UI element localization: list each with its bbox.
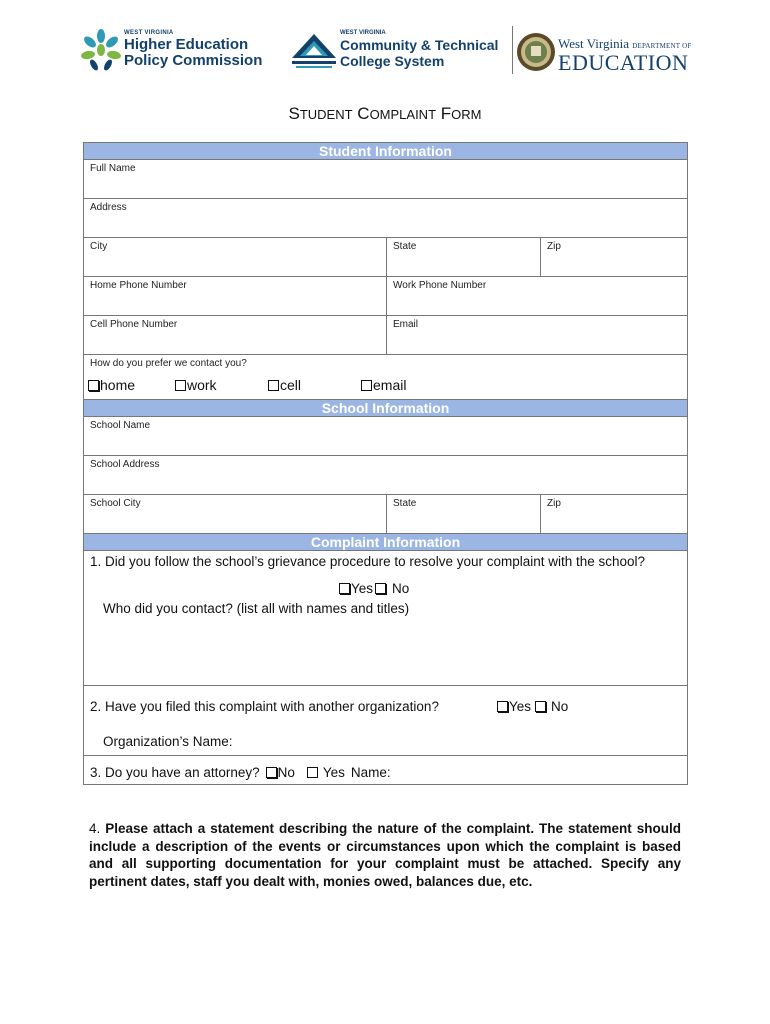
email-field[interactable] bbox=[386, 316, 687, 354]
complaint-info-header: Complaint Information bbox=[83, 533, 688, 551]
ctc-logo-line2: College System bbox=[340, 53, 445, 69]
contact-pref-row bbox=[83, 355, 688, 399]
contact-pref-cell bbox=[84, 355, 687, 399]
cell-phone-field[interactable] bbox=[84, 316, 386, 354]
home-phone-field[interactable] bbox=[84, 277, 386, 315]
checkbox-icon[interactable] bbox=[88, 380, 99, 391]
question-3 bbox=[90, 765, 391, 780]
zip-field[interactable] bbox=[540, 238, 687, 276]
divider bbox=[84, 685, 687, 686]
home-phone-label: Home Phone Number bbox=[90, 280, 187, 291]
question-1-contact: Who did you contact? (list all with names and titles) bbox=[103, 601, 410, 616]
school-address-label: School Address bbox=[90, 459, 160, 470]
ctc-logo bbox=[290, 26, 510, 76]
hepc-logo-small: WEST VIRGINIA bbox=[124, 30, 174, 36]
q3-label: 3. Do you have an attorney? bbox=[90, 765, 260, 780]
city-state-zip-row bbox=[83, 238, 688, 277]
state-label: State bbox=[393, 241, 417, 252]
school-city-field[interactable] bbox=[84, 495, 386, 533]
email-label: Email bbox=[393, 319, 419, 330]
q3-no-label: No bbox=[277, 765, 295, 780]
question-2: 2. Have you filed this complaint with another organization? bbox=[90, 699, 439, 714]
complaint-section bbox=[83, 551, 688, 785]
statement-instructions bbox=[89, 820, 681, 890]
state-field[interactable] bbox=[386, 238, 540, 276]
full-name-row bbox=[83, 160, 688, 199]
q3-yes-label: Yes bbox=[322, 765, 345, 780]
school-zip-label: Zip bbox=[547, 498, 561, 509]
question-2-options bbox=[497, 699, 568, 714]
wvde-logo-dept: DEPARTMENT OF bbox=[632, 42, 692, 50]
q1-no-checkbox-icon[interactable] bbox=[375, 583, 386, 594]
school-info-header: School Information bbox=[83, 399, 688, 417]
question-1-options bbox=[339, 581, 409, 596]
city-field[interactable] bbox=[84, 238, 386, 276]
divider bbox=[84, 755, 687, 756]
contact-option-home[interactable]: home bbox=[88, 377, 135, 393]
cell-email-row bbox=[83, 316, 688, 355]
address-label: Address bbox=[90, 202, 127, 213]
student-info-header: Student Information bbox=[83, 142, 688, 160]
q2-no-label: No bbox=[551, 699, 569, 714]
checkbox-icon[interactable] bbox=[268, 380, 279, 391]
school-name-row bbox=[83, 417, 688, 456]
hepc-logo bbox=[80, 26, 265, 76]
statement-text: Please attach a statement describing the nature of the complaint. The statement should include a description of the events or circumstances upon which the complaint is based and all supporting documentation for your complaint must be attached. Specify any pertinent dates, staff you dealt with, monies owed, balances due, etc. bbox=[89, 821, 681, 889]
q1-yes-checkbox-icon[interactable] bbox=[339, 583, 350, 594]
hepc-logo-line1: Higher Education bbox=[124, 36, 249, 53]
ctc-logo-line1: Community & Technical bbox=[340, 37, 499, 53]
school-city-label: School City bbox=[90, 498, 141, 509]
question-2-org: Organization’s Name: bbox=[103, 734, 233, 749]
school-name-field[interactable] bbox=[84, 417, 687, 455]
work-phone-label: Work Phone Number bbox=[393, 280, 487, 291]
ctc-mountain-icon bbox=[290, 32, 338, 70]
q3-yes-checkbox-icon[interactable] bbox=[307, 767, 318, 778]
school-name-label: School Name bbox=[90, 420, 151, 431]
contact-option-email[interactable]: email bbox=[361, 377, 406, 393]
checkbox-icon[interactable] bbox=[175, 380, 186, 391]
q3-no-checkbox-icon[interactable] bbox=[266, 767, 277, 778]
hepc-logo-line2: Policy Commission bbox=[124, 52, 263, 69]
complaint-form bbox=[83, 142, 688, 785]
school-zip-field[interactable] bbox=[540, 495, 687, 533]
state-seal-icon bbox=[516, 32, 556, 72]
full-name-field[interactable] bbox=[84, 160, 687, 198]
school-address-row bbox=[83, 456, 688, 495]
school-city-state-zip-row bbox=[83, 495, 688, 533]
question-1: 1. Did you follow the school’s grievance procedure to resolve your complaint with the school? bbox=[90, 554, 646, 569]
school-address-field[interactable] bbox=[84, 456, 687, 494]
work-phone-field[interactable] bbox=[386, 277, 687, 315]
address-field[interactable] bbox=[84, 199, 687, 237]
wvde-logo bbox=[516, 32, 696, 78]
contact-option-work[interactable]: work bbox=[175, 377, 217, 393]
contact-option-cell[interactable]: cell bbox=[268, 377, 301, 393]
wvde-logo-state: West Virginia bbox=[558, 36, 629, 51]
address-row bbox=[83, 199, 688, 238]
logo-divider bbox=[512, 26, 513, 74]
zip-label: Zip bbox=[547, 241, 561, 252]
q2-no-checkbox-icon[interactable] bbox=[535, 701, 546, 712]
school-state-label: State bbox=[393, 498, 417, 509]
wvde-logo-line2: EDUCATION bbox=[558, 50, 689, 75]
full-name-label: Full Name bbox=[90, 163, 136, 174]
checkbox-icon[interactable] bbox=[361, 380, 372, 391]
phone-row bbox=[83, 277, 688, 316]
hepc-leaf-icon bbox=[80, 28, 122, 72]
q3-name-label: Name: bbox=[350, 765, 391, 780]
q1-no-label: No bbox=[392, 581, 410, 596]
statement-number: 4. bbox=[89, 821, 101, 836]
page-title: STUDENT COMPLAINT FORM bbox=[288, 104, 482, 123]
school-state-field[interactable] bbox=[386, 495, 540, 533]
ctc-logo-small: WEST VIRGINIA bbox=[340, 30, 386, 36]
cell-phone-label: Cell Phone Number bbox=[90, 319, 178, 330]
city-label: City bbox=[90, 241, 108, 252]
q2-yes-label: Yes bbox=[509, 699, 532, 714]
contact-question: How do you prefer we contact you? bbox=[90, 358, 247, 369]
q1-yes-label: Yes bbox=[351, 581, 374, 596]
contact-options bbox=[86, 377, 646, 397]
q2-yes-checkbox-icon[interactable] bbox=[497, 701, 508, 712]
